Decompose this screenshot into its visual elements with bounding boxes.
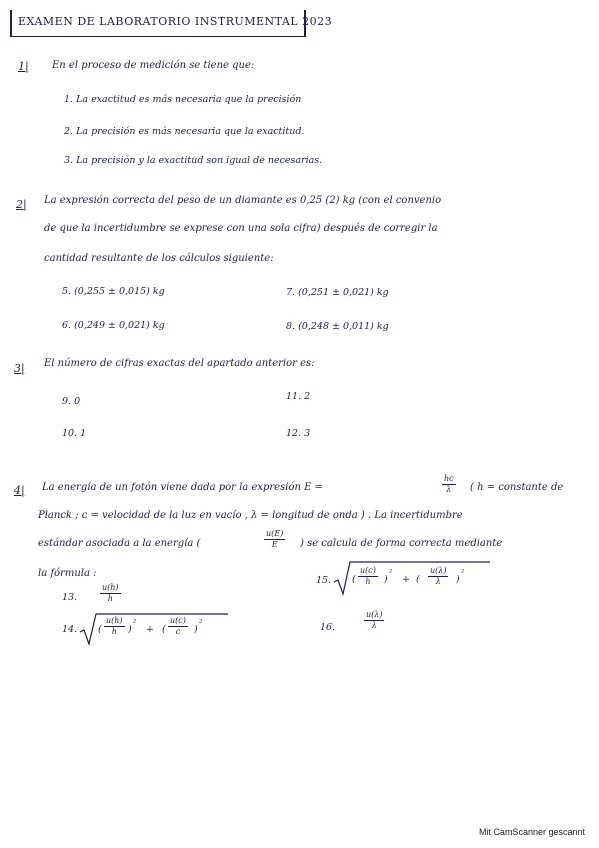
q1-option-2: 2. La precisión es más necesaria que la exactitud. [64,126,305,137]
q4-line-1b: ( h = constante de [470,482,564,493]
q4-option-14-t1-denominator: h [111,627,117,636]
q4-line-2: Planck ; c = velocidad de la luz en vacío , λ = longitud de onda ) . La incertidumbre [38,510,463,521]
q4-option-15-close-2: ) [456,574,460,585]
q4-option-16-denominator: λ [371,621,377,630]
q2-option-6: 6. (0,249 ± 0,021) kg [62,320,165,331]
scanner-watermark: Mit CamScanner gescannt [478,827,585,837]
q4-relative-uncertainty [264,529,285,549]
q1-option-3: 3. La precisión y la exactitud son igual de necesarias. [64,155,323,166]
q4-option-14-square-2: ² [199,618,203,627]
q4-option-14-t2-numerator: u(c) [170,616,186,625]
q4-energy-fraction [442,474,456,494]
q4-option-15-t2-denominator: λ [435,577,441,586]
q4-option-15-term-2 [428,566,448,586]
q2-option-7: 7. (0,251 ± 0,021) kg [286,287,389,298]
exam-title: EXAMEN DE LABORATORIO INSTRUMENTAL 2023 [18,15,333,28]
q4-number: 4| [14,484,25,497]
q1-number: 1| [18,60,29,73]
q4-option-14-plus: + [146,624,154,635]
q4-option-16-label: 16. [320,622,336,633]
q4-option-14-open-2: ( [162,624,166,635]
q4-option-15-square-2: ² [461,568,465,577]
q4-option-15-t1-denominator: h [365,577,371,586]
q4-energy-denominator: λ [446,485,452,494]
q3-option-10: 10. 1 [62,428,87,439]
q4-option-14-radical [80,612,230,648]
q2-line-1: La expresión correcta del peso de un diamante es 0,25 (2) kg (con el convenio [44,195,442,206]
q4-option-15-label: 15. [316,575,332,586]
q4-option-14-open-1: ( [98,624,102,635]
q4-option-15-open-2: ( [416,574,420,585]
q4-option-15-square-1: ² [389,568,393,577]
q4-option-14-t2-denominator: c [175,627,181,636]
q4-option-15-plus: + [402,574,410,585]
q4-option-13-numerator: u(h) [102,583,119,592]
q1-option-1: 1. La exactitud es más necesaria que la precisión [64,94,302,105]
q4-energy-numerator: hc [444,474,454,483]
q4-option-14-term-2 [168,616,188,636]
q4-option-14-close-2: ) [194,624,198,635]
q2-line-3: cantidad resultante de los cálculos siguiente: [44,253,274,264]
q1-stem: En el proceso de medición se tiene que: [52,60,255,71]
q4-option-14-close-1: ) [128,624,132,635]
q4-relative-numerator: u(E) [266,529,284,538]
q4-option-14-term-1 [104,616,125,636]
q4-option-15-t1-numerator: u(c) [360,566,376,575]
q4-option-13-label: 13. [62,592,78,603]
q3-stem: El número de cifras exactas del apartado anterior es: [44,358,315,369]
q4-option-14-square-1: ² [133,618,137,627]
q3-option-12: 12. 3 [286,428,311,439]
q4-option-15-close-1: ) [384,574,388,585]
q3-option-9: 9. 0 [62,396,81,407]
q4-option-14-t1-numerator: u(h) [106,616,123,625]
q4-line-3b: ) se calcula de forma correcta mediante [300,538,503,549]
q4-option-16-fraction [364,610,384,630]
q4-option-13-fraction [100,583,121,603]
q2-number: 2| [16,198,27,211]
q4-line-3a: estándar asociada a la energía ( [38,538,201,549]
q4-line-1a: La energía de un fotón viene dada por la expresión E = [42,482,323,493]
q3-number: 3| [14,362,25,375]
q4-relative-denominator: E [271,540,278,549]
q4-option-15-term-1 [358,566,378,586]
q4-option-14-label: 14. [62,624,78,635]
q4-line-4: la fórmula : [38,568,97,579]
q2-option-8: 8. (0,248 ± 0,011) kg [286,321,389,332]
q4-option-13-denominator: h [107,594,113,603]
q2-option-5: 5. (0,255 ± 0,015) kg [62,286,165,297]
q3-option-11: 11. 2 [286,391,311,402]
q4-option-15-open-1: ( [352,574,356,585]
q4-option-16-numerator: u(λ) [366,610,383,619]
q2-line-2: de que la incertidumbre se exprese con una sola cifra) después de corregir la [44,223,438,234]
q4-option-15-t2-numerator: u(λ) [430,566,447,575]
